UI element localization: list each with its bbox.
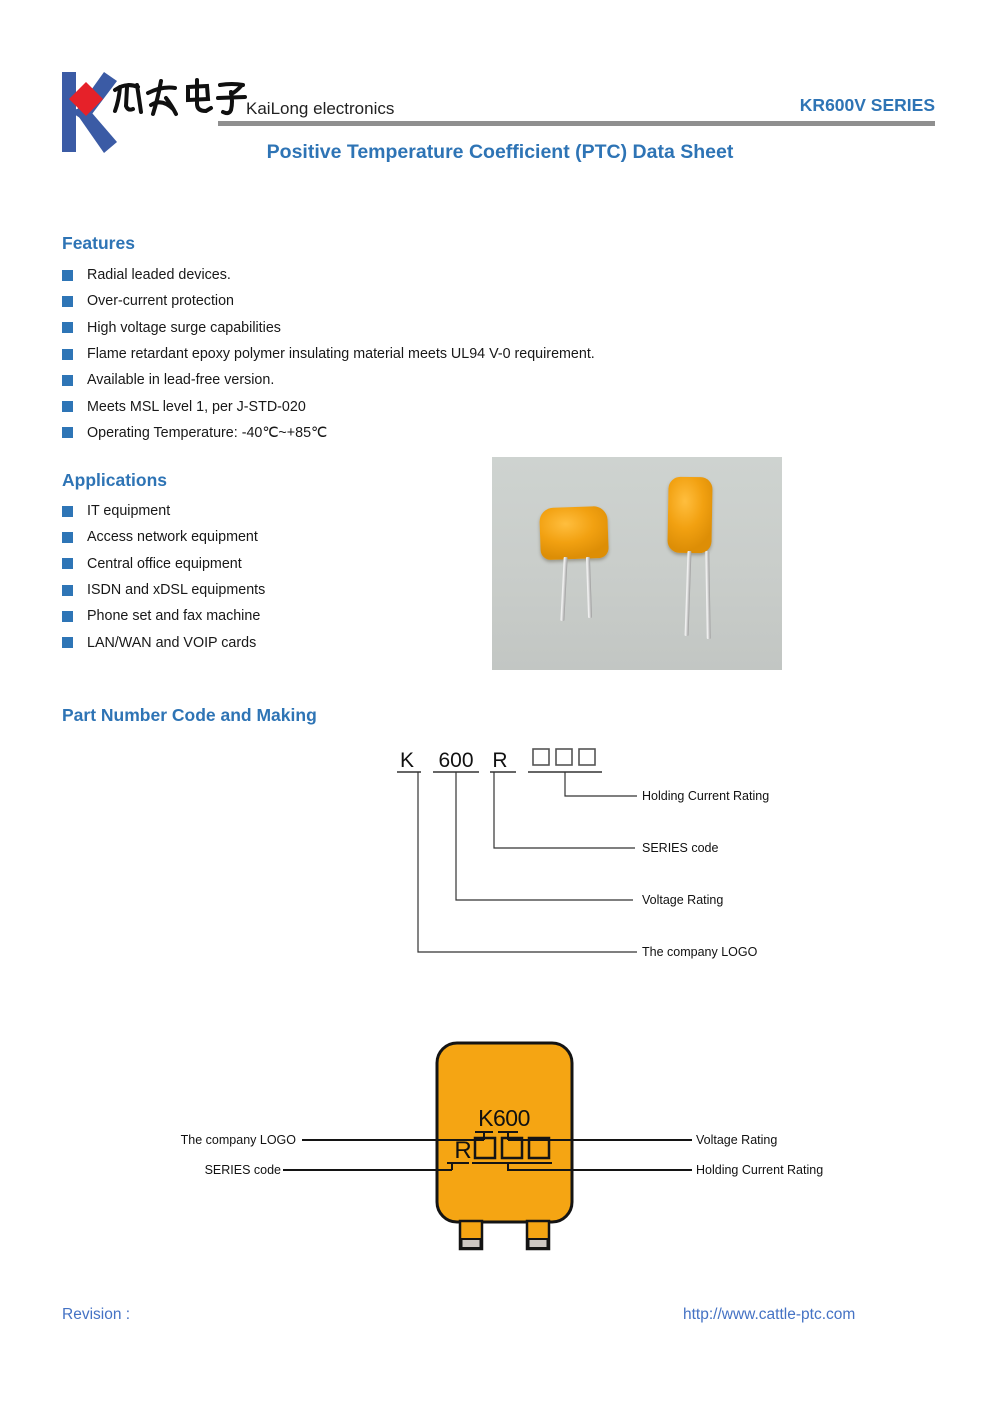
application-text: Central office equipment xyxy=(87,555,242,572)
bullet-square-icon xyxy=(62,270,73,281)
logo-chinese-calligraphy xyxy=(112,76,248,122)
part-number-code-diagram xyxy=(390,735,880,970)
ptc-device-photo-right xyxy=(667,477,712,554)
bullet-square-icon xyxy=(62,375,73,386)
code-logo-char: K xyxy=(399,749,415,772)
company-name: KaiLong electronics xyxy=(246,99,395,118)
application-text: ISDN and xDSL equipments xyxy=(87,582,266,599)
list-item xyxy=(62,367,595,393)
bullet-square-icon xyxy=(62,611,73,622)
label-voltage-rating: Voltage Rating xyxy=(696,1133,778,1147)
list-item xyxy=(62,577,265,603)
application-text: Access network equipment xyxy=(87,529,258,546)
feature-text: High voltage surge capabilities xyxy=(87,319,281,336)
header-divider xyxy=(218,121,935,126)
label-holding-current: Holding Current Rating xyxy=(696,1163,824,1177)
list-item xyxy=(62,262,595,288)
marking-series-char: R xyxy=(454,1137,472,1164)
revision-label: Revision : xyxy=(62,1306,131,1323)
bullet-square-icon xyxy=(62,322,73,333)
marking-part-number: K600 xyxy=(478,1105,530,1131)
feature-text: Flame retardant epoxy polymer insulating material meets UL94 V-0 requirement. xyxy=(87,346,595,363)
bullet-square-icon xyxy=(62,427,73,438)
device-lead xyxy=(685,551,692,636)
part-number-heading: Part Number Code and Making xyxy=(62,705,317,725)
list-item xyxy=(62,498,265,524)
code-voltage-chars: 600 xyxy=(438,749,474,772)
feature-text: Operating Temperature: -40℃~+85℃ xyxy=(87,424,328,441)
label-voltage-rating: Voltage Rating xyxy=(642,893,724,907)
application-text: LAN/WAN and VOIP cards xyxy=(87,634,257,651)
features-list xyxy=(62,262,595,446)
bullet-square-icon xyxy=(62,401,73,412)
list-item xyxy=(62,603,265,629)
bullet-square-icon xyxy=(62,296,73,307)
applications-list xyxy=(62,498,265,656)
label-company-logo: The company LOGO xyxy=(642,945,758,959)
list-item xyxy=(62,341,595,367)
list-item xyxy=(62,551,265,577)
product-photo xyxy=(492,457,782,670)
ptc-device-photo-left xyxy=(539,506,609,560)
series-title: KR600V SERIES xyxy=(799,95,935,115)
label-series-code: SERIES code xyxy=(642,841,719,855)
device-marking-diagram xyxy=(160,1035,850,1257)
application-text: Phone set and fax machine xyxy=(87,608,261,625)
website-url[interactable]: http://www.cattle-ptc.com xyxy=(683,1306,856,1323)
device-lead xyxy=(560,557,567,621)
feature-text: Meets MSL level 1, per J-STD-020 xyxy=(87,398,306,415)
feature-text: Available in lead-free version. xyxy=(87,372,275,389)
list-item xyxy=(62,288,595,314)
applications-heading: Applications xyxy=(62,470,168,490)
bullet-square-icon xyxy=(62,558,73,569)
leader-lines xyxy=(418,772,637,952)
page-title: Positive Temperature Coefficient (PTC) Data Sheet xyxy=(266,141,734,163)
device-legs xyxy=(460,1221,549,1249)
list-item xyxy=(62,524,265,550)
feature-text: Over-current protection xyxy=(87,293,234,310)
bullet-square-icon xyxy=(62,637,73,648)
device-lead xyxy=(586,557,592,618)
bullet-square-icon xyxy=(62,532,73,543)
bullet-square-icon xyxy=(62,506,73,517)
bullet-square-icon xyxy=(62,349,73,360)
code-series-char: R xyxy=(492,749,508,772)
feature-text: Radial leaded devices. xyxy=(87,267,231,284)
bullet-square-icon xyxy=(62,585,73,596)
list-item xyxy=(62,420,595,446)
features-heading: Features xyxy=(62,233,135,253)
application-text: IT equipment xyxy=(87,503,171,520)
label-holding-current: Holding Current Rating xyxy=(642,789,770,803)
code-blank-squares xyxy=(533,749,595,765)
device-lead xyxy=(705,551,711,639)
label-series-code: SERIES code xyxy=(204,1163,281,1177)
list-item xyxy=(62,393,595,419)
list-item xyxy=(62,629,265,655)
label-company-logo: The company LOGO xyxy=(180,1133,296,1147)
list-item xyxy=(62,315,595,341)
